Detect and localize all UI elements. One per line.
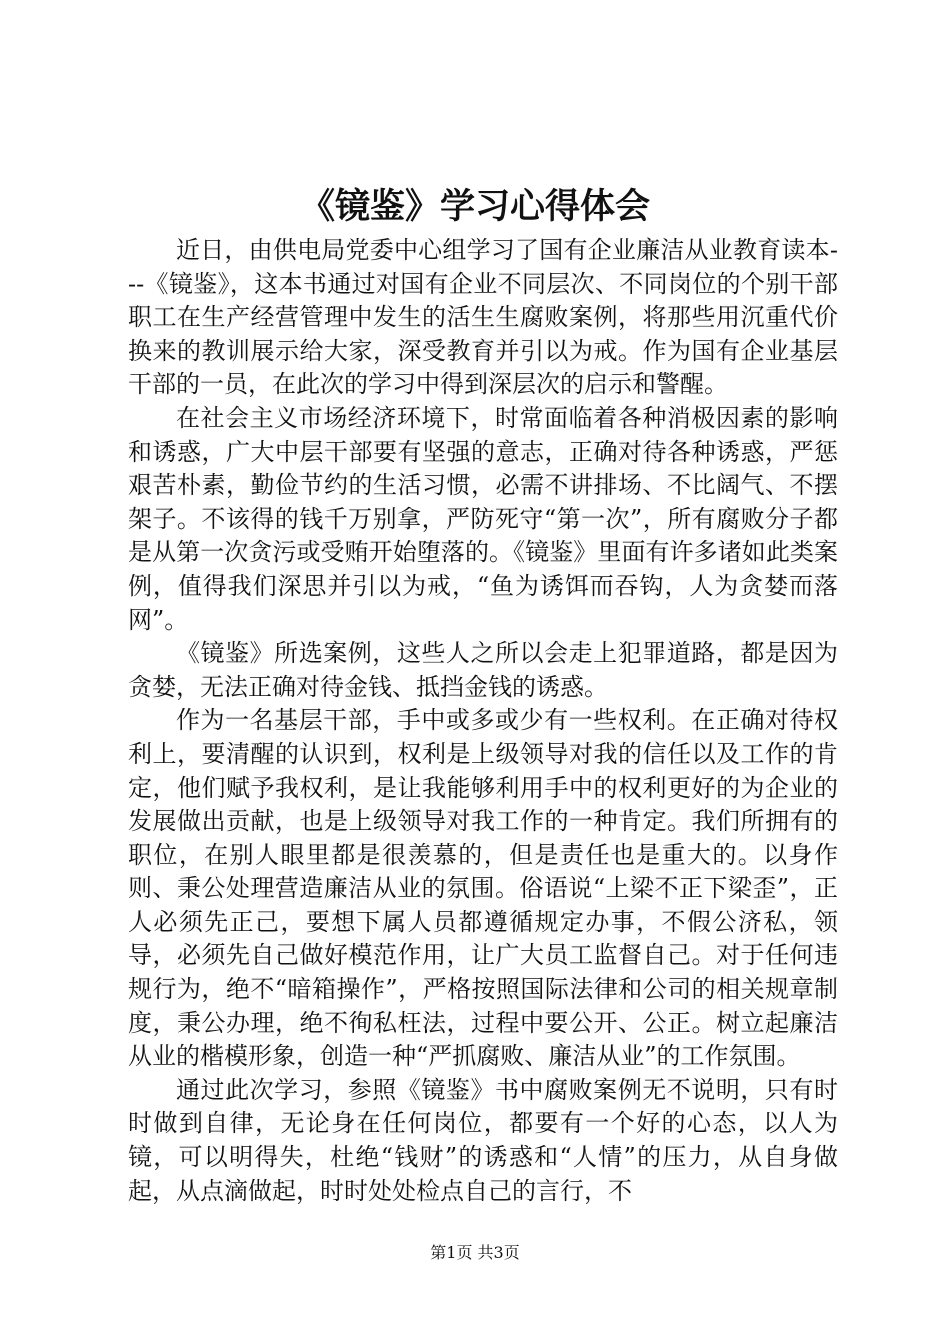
document-body xyxy=(128,234,838,1208)
paragraph-1: 近日，由供电局党委中心组学习了国有企业廉洁从业教育读本---《镜鉴》，这本书通过对国有企业不同层次、不同岗位的个别干部职工在生产经营管理中发生的活生生腐败案例，将那些用沉重代价换来的教训展示给大家，深受教育并引以为戒。作为国有企业基层干部的一员，在此次的学习中得到深层次的启示和警醒。 xyxy=(128,236,838,399)
paragraph-2: 在社会主义市场经济环境下，时常面临着各种消极因素的影响和诱惑，广大中层干部要有坚强的意志，正确对待各种诱惑，严惩艰苦朴素，勤俭节约的生活习惯，必需不讲排场、不比阔气、不摆架子。不该得的钱千万别拿，严防死守“第一次”，所有腐败分子都是从第一次贪污或受贿开始堕落的。《镜鉴》里面有许多诸如此类案例，值得我们深思并引以为戒，“鱼为诱饵而吞钩，人为贪婪而落网”。 xyxy=(128,403,838,634)
paragraph-3: 《镜鉴》所选案例，这些人之所以会走上犯罪道路，都是因为贪婪，无法正确对待金钱、抵挡金钱的诱惑。 xyxy=(128,639,838,701)
document-title: 《镜鉴》学习心得体会 xyxy=(299,186,650,227)
page-footer: 第1页 共3页 xyxy=(430,1243,520,1262)
paragraph-5: 通过此次学习，参照《镜鉴》书中腐败案例无不说明，只有时时做到自律，无论身在任何岗位，都要有一个好的心态，以人为镜，可以明得失，杜绝“钱财”的诱惑和“人情”的压力，从自身做起，从点滴做起，时时处处检点自己的言行，不 xyxy=(128,1075,838,1205)
paragraph-4: 作为一名基层干部，手中或多或少有一些权利。在正确对待权利上，要清醒的认识到，权利是上级领导对我的信任以及工作的肯定，他们赋予我权利，是让我能够利用手中的权利更好的为企业的发展做出贡献，也是上级领导对我工作的一种肯定。我们所拥有的职位，在别人眼里都是很羡慕的，但是责任也是重大的。以身作则、秉公处理营造廉洁从业的氛围。俗语说“上梁不正下梁歪”，正人必须先正己，要想下属人员都遵循规定办事，不假公济私，领导，必须先自己做好模范作用，让广大员工监督自己。对于任何违规行为，绝不“暗箱操作”，严格按照国际法律和公司的相关规章制度，秉公办理，绝不徇私枉法，过程中要公开、公正。树立起廉洁从业的楷模形象，创造一种“严抓腐败、廉洁从业”的工作氛围。 xyxy=(128,706,838,1071)
